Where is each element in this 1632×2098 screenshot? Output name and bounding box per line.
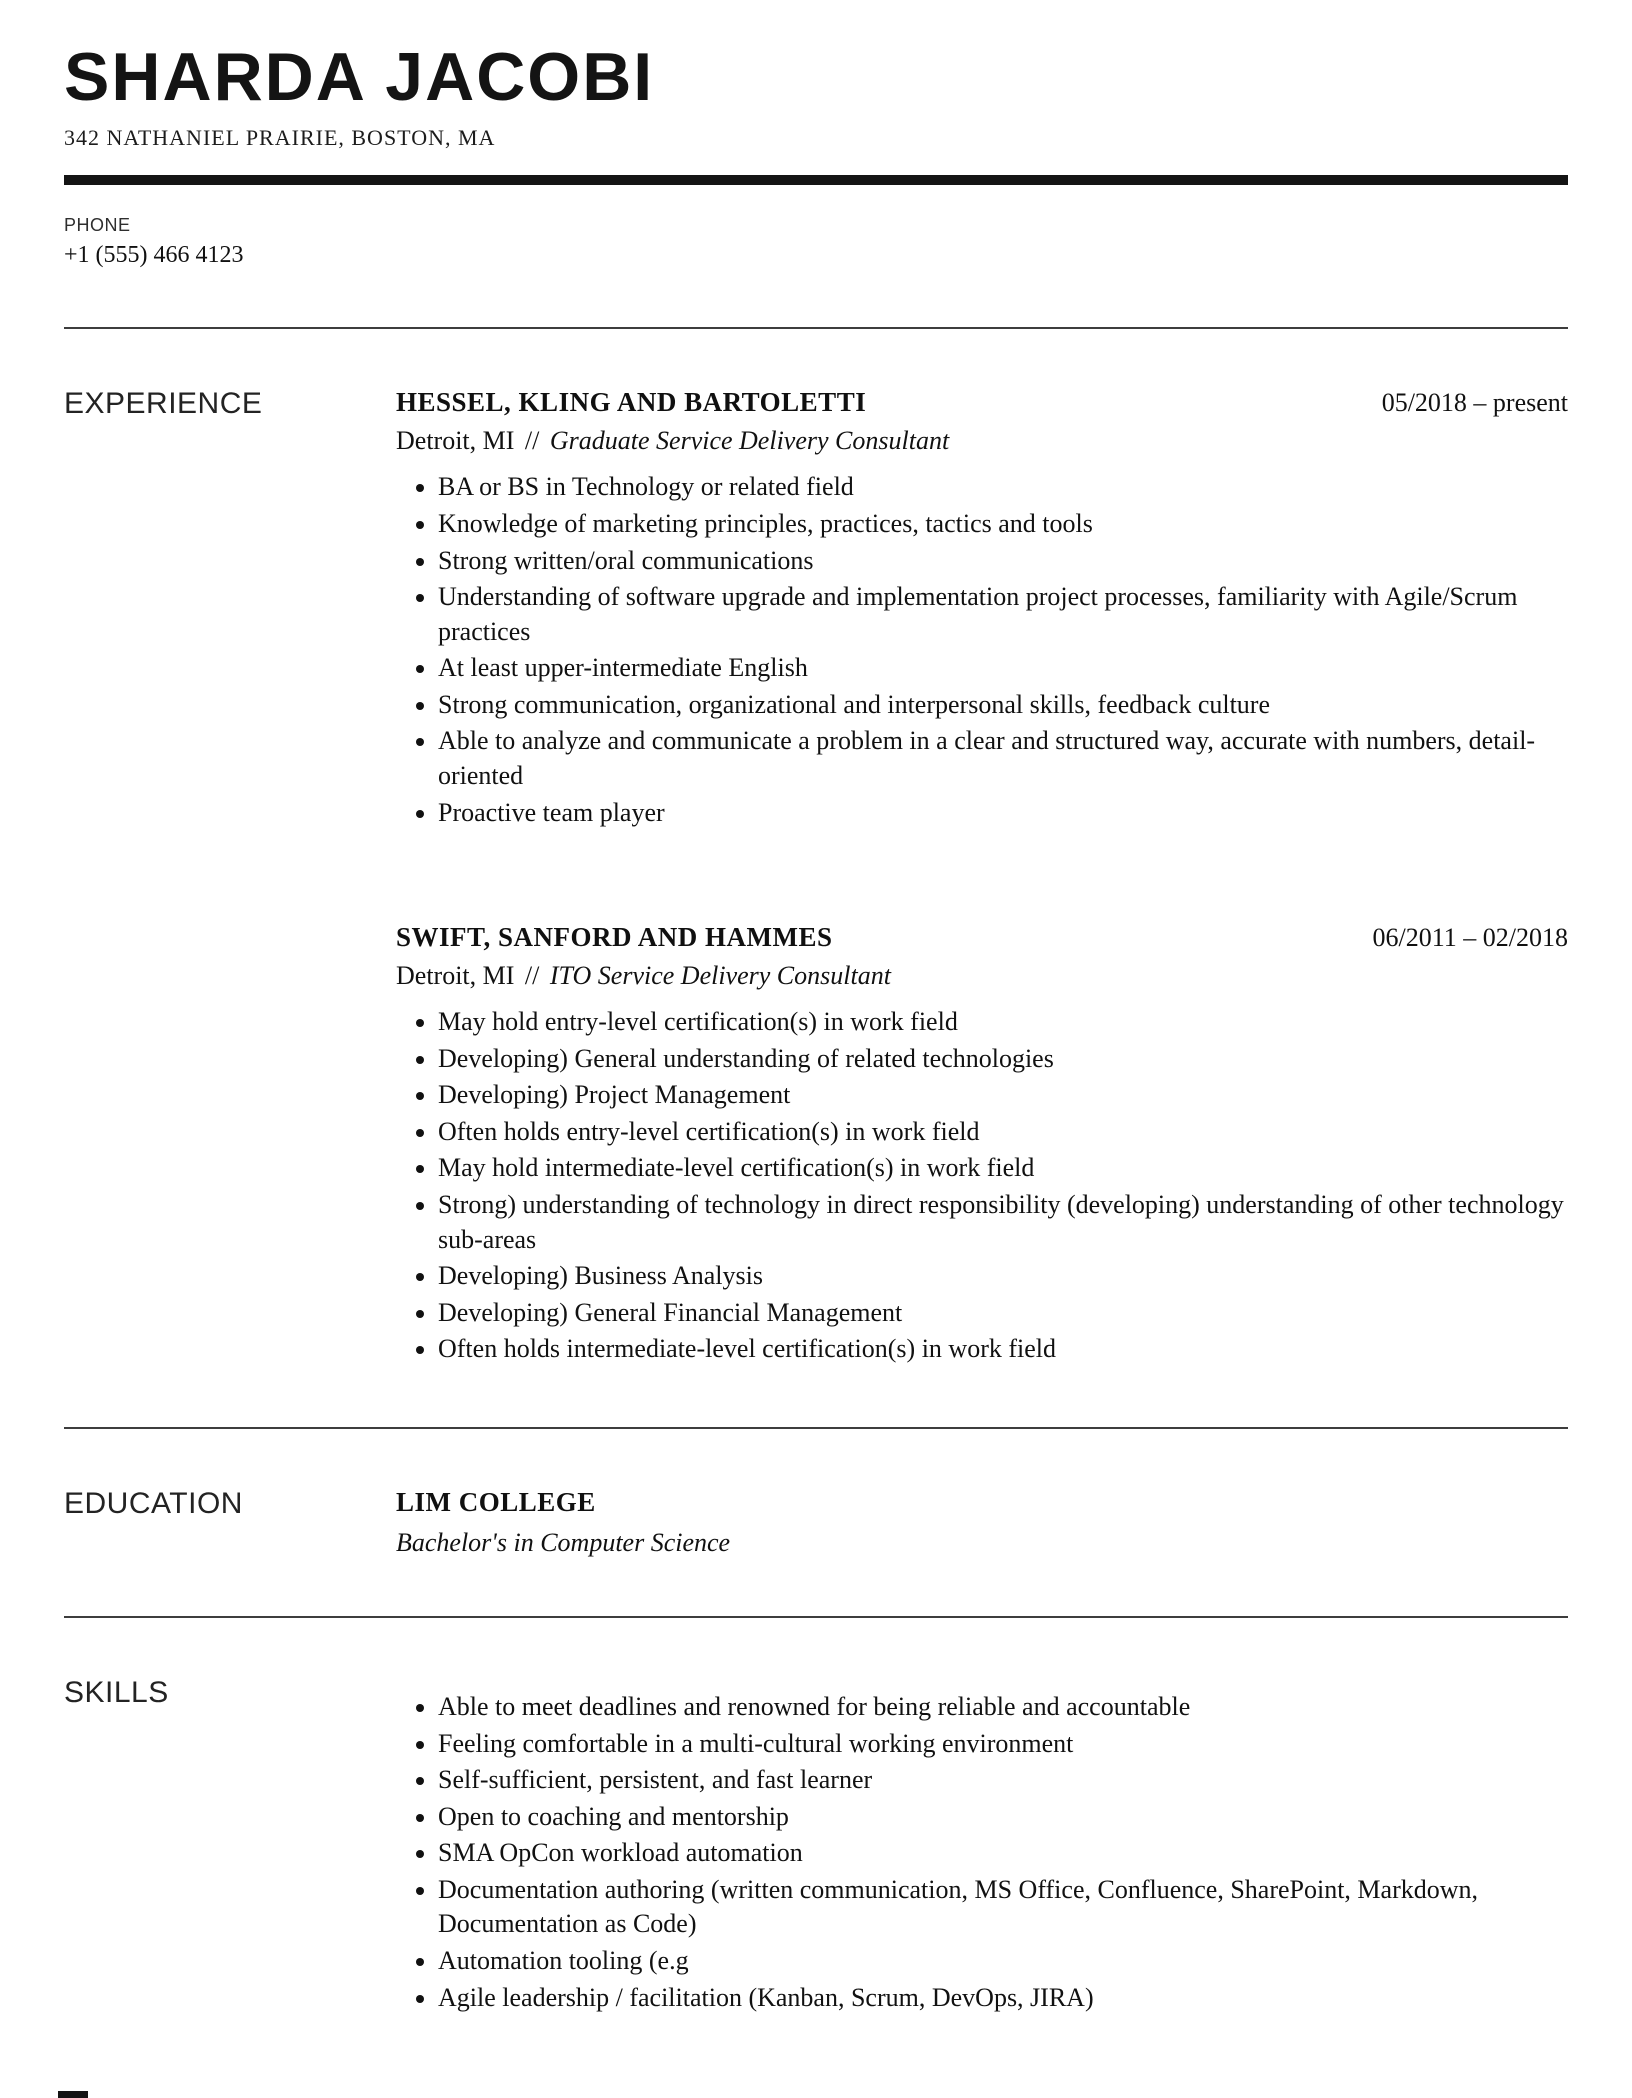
experience-content	[396, 387, 1568, 1369]
section-label-skills: SKILLS	[64, 1675, 169, 1709]
header-thick-rule	[64, 175, 1568, 185]
phone-value: +1 (555) 466 4123	[64, 242, 244, 269]
job-role: Graduate Service Delivery Consultant	[549, 426, 950, 456]
bullet-item: • Automation tooling (e.g	[438, 1944, 1568, 1979]
education-content	[396, 1487, 1568, 1558]
bullet-item: • Open to coaching and mentorship	[438, 1800, 1568, 1835]
skills-section	[64, 1618, 1568, 2017]
skills-content	[396, 1676, 1568, 2017]
bullet-item: • SMA OpCon workload automation	[438, 1836, 1568, 1871]
education-section	[64, 1429, 1568, 1558]
company-name: HESSEL, KLING AND BARTOLETTI	[396, 387, 867, 418]
section-label-education: EDUCATION	[64, 1486, 243, 1520]
skills-bullet-list	[396, 1690, 1568, 2015]
location-role-separator: //	[524, 961, 540, 991]
bullet-item: • Strong) understanding of technology in direct responsibility (developing) understanding of other technology sub-areas	[438, 1188, 1568, 1257]
bullet-item: • Strong communication, organizational and interpersonal skills, feedback culture	[438, 688, 1568, 723]
bullet-item: • May hold intermediate-level certification(s) in work field	[438, 1151, 1568, 1186]
bullet-item: • Documentation authoring (written communication, MS Office, Confluence, SharePoint, Markdown, Documentation as Code)	[438, 1873, 1568, 1942]
job-subline	[396, 961, 1568, 991]
contact-block	[64, 215, 1568, 269]
job-dates: 05/2018 – present	[1381, 388, 1568, 418]
bullet-item: • Able to analyze and communicate a problem in a clear and structured way, accurate with numbers, detail-oriented	[438, 724, 1568, 793]
experience-section	[64, 329, 1568, 1369]
job-header	[396, 387, 1568, 418]
bullet-item: • Often holds entry-level certification(s) in work field	[438, 1115, 1568, 1150]
job-header	[396, 922, 1568, 953]
bullet-item: • Understanding of software upgrade and implementation project processes, familiarity with Agile/Scrum practices	[438, 580, 1568, 649]
location-role-separator: //	[524, 426, 540, 456]
person-address: 342 NATHANIEL PRAIRIE, BOSTON, MA	[64, 125, 496, 151]
bullet-item: • BA or BS in Technology or related field	[438, 470, 1568, 505]
bullet-item: • Developing) Business Analysis	[438, 1259, 1568, 1294]
bullet-item: • Agile leadership / facilitation (Kanban, Scrum, DevOps, JIRA)	[438, 1981, 1568, 2016]
bullet-item: • Developing) Project Management	[438, 1078, 1568, 1113]
bullet-item: • Often holds intermediate-level certification(s) in work field	[438, 1332, 1568, 1367]
job-bullet-list	[396, 470, 1568, 830]
bullet-item: • Strong written/oral communications	[438, 544, 1568, 579]
job-subline	[396, 426, 1568, 456]
job-entry	[396, 387, 1568, 830]
phone-label: PHONE	[64, 215, 131, 236]
job-bullet-list	[396, 1005, 1568, 1367]
bullet-item: • At least upper-intermediate English	[438, 651, 1568, 686]
person-name: SHARDA JACOBI	[64, 39, 655, 115]
job-dates: 06/2011 – 02/2018	[1372, 923, 1568, 953]
company-name: SWIFT, SANFORD AND HAMMES	[396, 922, 833, 953]
job-role: ITO Service Delivery Consultant	[549, 961, 891, 991]
job-location: Detroit, MI	[396, 961, 515, 991]
bullet-item: • Knowledge of marketing principles, practices, tactics and tools	[438, 507, 1568, 542]
resume-header	[64, 39, 1568, 269]
bullet-item: • Feeling comfortable in a multi-cultural working environment	[438, 1727, 1568, 1762]
degree-name: Bachelor's in Computer Science	[396, 1527, 731, 1557]
bullet-item: • May hold entry-level certification(s) in work field	[438, 1005, 1568, 1040]
school-name: LIM COLLEGE	[396, 1486, 596, 1517]
bullet-item: • Developing) General understanding of related technologies	[438, 1042, 1568, 1077]
page-bottom-cutoff-fragment	[58, 2091, 88, 2098]
job-entry	[396, 922, 1568, 1367]
job-location: Detroit, MI	[396, 426, 515, 456]
bullet-item: • Proactive team player	[438, 796, 1568, 831]
bullet-item: • Developing) General Financial Management	[438, 1296, 1568, 1331]
section-label-experience: EXPERIENCE	[64, 387, 263, 421]
bullet-item: • Able to meet deadlines and renowned for being reliable and accountable	[438, 1690, 1568, 1725]
bullet-item: • Self-sufficient, persistent, and fast learner	[438, 1763, 1568, 1798]
